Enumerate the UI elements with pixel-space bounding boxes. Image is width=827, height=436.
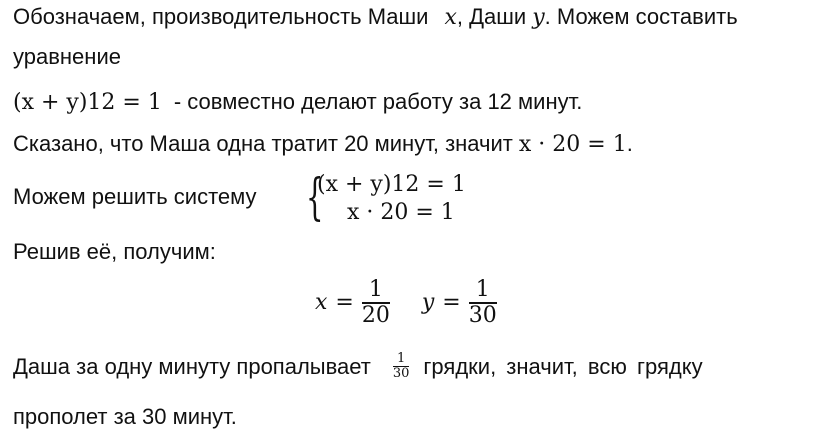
solution-y-var: y — [421, 290, 435, 316]
line-8-text-start: Даша за одну минуту пропалывает — [13, 353, 371, 379]
line-3-text: - совместно делают работу за 12 минут. — [173, 89, 583, 114]
equals-sign: = — [335, 290, 354, 316]
line-8-text-end: грядки, значит, всю грядку — [423, 353, 703, 379]
fraction-small-numerator: 1 — [396, 351, 406, 366]
fraction-x-numerator: 1 — [368, 277, 383, 302]
fraction-small — [393, 352, 410, 382]
var-y: y — [532, 5, 545, 30]
system-equation-2: x · 20 = 1 — [347, 200, 455, 225]
equals-sign: = — [442, 290, 461, 316]
line-9 — [13, 404, 237, 430]
equation-masha: x · 20 = 1 — [518, 132, 627, 157]
solution-y — [422, 278, 497, 328]
system-equation-1: (x + y)12 = 1 — [317, 172, 466, 197]
line-4-text: Сказано, что Маша одна тратит 20 минут, значит — [13, 131, 513, 156]
solution — [315, 278, 497, 328]
line-5-text: Можем решить систему — [13, 184, 257, 209]
fraction-y — [469, 278, 497, 328]
line-2 — [13, 44, 121, 70]
fraction-small-denominator: 30 — [392, 366, 410, 382]
var-x: x — [444, 5, 457, 30]
equation-system — [306, 168, 506, 232]
line-1-text-mid: , Даши — [456, 4, 527, 29]
line-1-text-end: . Можем составить — [544, 4, 738, 29]
solution-x-var: x — [315, 290, 328, 316]
fraction-y-denominator: 30 — [468, 302, 497, 328]
line-4 — [13, 131, 633, 157]
line-4-end: . — [626, 131, 633, 156]
line-2-text: уравнение — [13, 44, 121, 69]
line-1 — [13, 4, 738, 30]
equation-sum: (x + y)12 = 1 — [13, 90, 162, 115]
fraction-y-numerator: 1 — [475, 277, 490, 302]
fraction-x-denominator: 20 — [361, 302, 390, 328]
line-3 — [13, 89, 582, 115]
line-6 — [13, 239, 216, 265]
line-1-text-start: Обозначаем, производительность Маши — [13, 4, 429, 29]
line-6-text: Решив её, получим: — [13, 239, 216, 264]
line-5 — [13, 184, 257, 210]
solution-x — [315, 278, 390, 328]
line-8 — [13, 352, 703, 382]
fraction-x — [362, 278, 390, 328]
line-9-text: прополет за 30 минут. — [13, 404, 237, 429]
brace-icon: { — [306, 168, 324, 226]
